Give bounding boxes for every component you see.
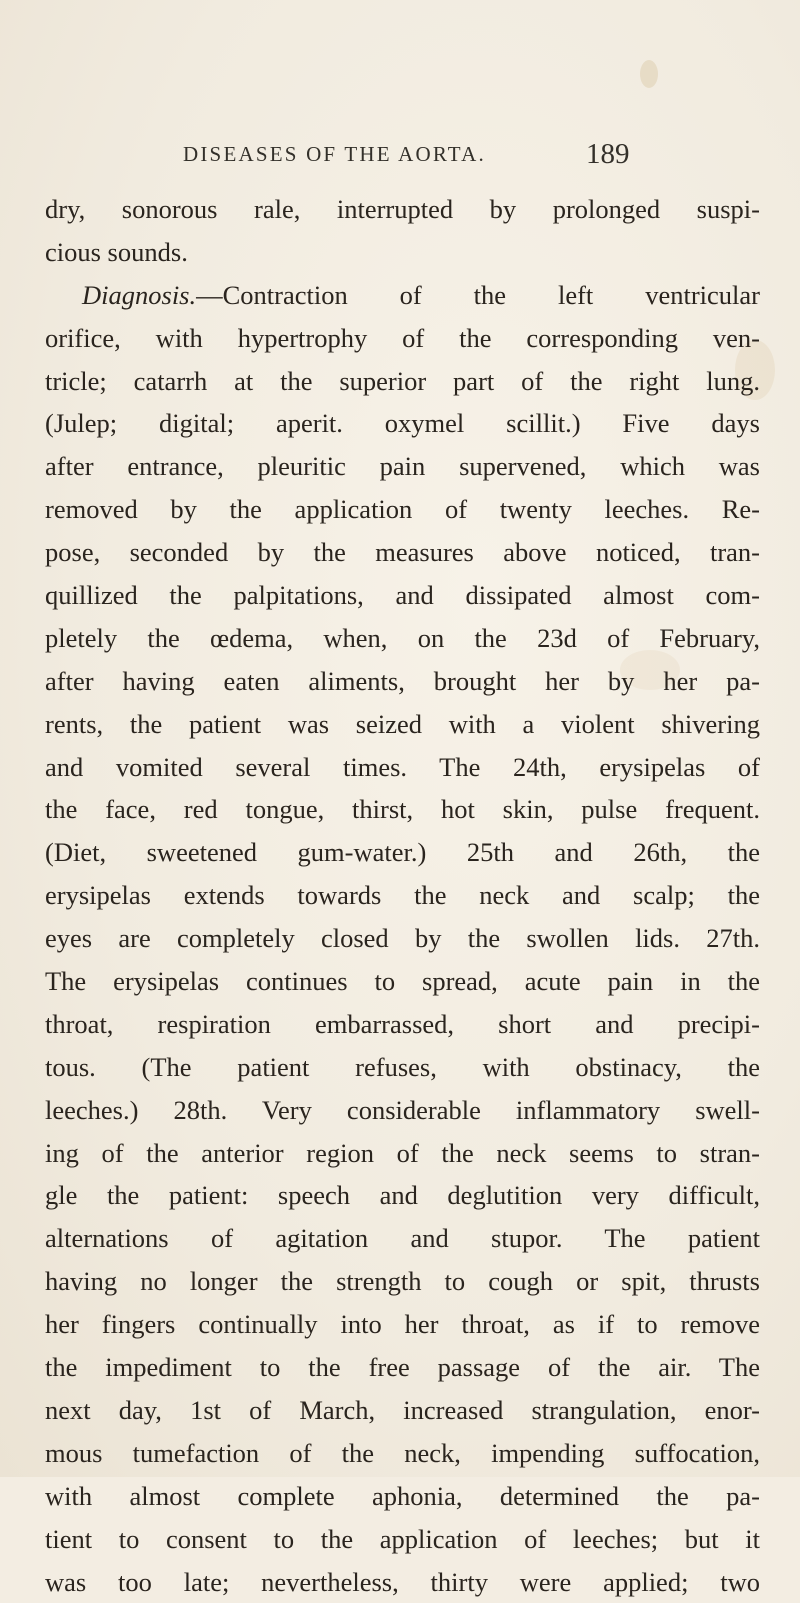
text-line: erysipelas extends towards the neck and scalp; the (45, 874, 760, 917)
text-line: after having eaten aliments, brought her by her pa- (45, 660, 760, 703)
text-line: tricle; catarrh at the superior part of the right lung. (45, 360, 760, 403)
text-line: dry, sonorous rale, interrupted by prolonged suspi- (45, 188, 760, 231)
text-line: after entrance, pleuritic pain supervened, which was (45, 445, 760, 488)
text-line: with almost complete aphonia, determined the pa- (45, 1475, 760, 1518)
running-head: DISEASES OF THE AORTA. (183, 142, 486, 167)
text-line: and vomited several times. The 24th, erysipelas of (45, 746, 760, 789)
text-line: cious sounds. (45, 231, 760, 274)
text-line: leeches.) 28th. Very considerable inflammatory swell- (45, 1089, 760, 1132)
text-line: next day, 1st of March, increased strangulation, enor- (45, 1389, 760, 1432)
text-line: pletely the œdema, when, on the 23d of February, (45, 617, 760, 660)
text-line: eyes are completely closed by the swollen lids. 27th. (45, 917, 760, 960)
paper-stain (640, 60, 658, 88)
text-line: (Diet, sweetened gum-water.) 25th and 26th, the (45, 831, 760, 874)
body-text (45, 188, 760, 1603)
text-line: mous tumefaction of the neck, impending suffocation, (45, 1432, 760, 1475)
text-line: (Julep; digital; aperit. oxymel scillit.) Five days (45, 402, 760, 445)
text-line: The erysipelas continues to spread, acute pain in the (45, 960, 760, 1003)
text-line: removed by the application of twenty leeches. Re- (45, 488, 760, 531)
page-number: 189 (586, 138, 630, 171)
text-line: ing of the anterior region of the neck seems to stran- (45, 1132, 760, 1175)
diagnosis-text: —Contraction of the left ventricular (196, 280, 760, 310)
text-line: gle the patient: speech and deglutition very difficult, (45, 1174, 760, 1217)
text-line: was too late; nevertheless, thirty were applied; two (45, 1561, 760, 1603)
text-line: having no longer the strength to cough or spit, thrusts (45, 1260, 760, 1303)
diagnosis-label: Diagnosis. (82, 280, 196, 310)
text-line-diagnosis (45, 274, 760, 317)
text-line: rents, the patient was seized with a violent shivering (45, 703, 760, 746)
text-line: tient to consent to the application of leeches; but it (45, 1518, 760, 1561)
text-line: quillized the palpitations, and dissipated almost com- (45, 574, 760, 617)
text-line: pose, seconded by the measures above noticed, tran- (45, 531, 760, 574)
page-header (0, 142, 800, 182)
text-line: tous. (The patient refuses, with obstinacy, the (45, 1046, 760, 1089)
text-line: her fingers continually into her throat, as if to remove (45, 1303, 760, 1346)
text-line: alternations of agitation and stupor. The patient (45, 1217, 760, 1260)
text-line: throat, respiration embarrassed, short and precipi- (45, 1003, 760, 1046)
text-line: the impediment to the free passage of the air. The (45, 1346, 760, 1389)
text-line: orifice, with hypertrophy of the corresponding ven- (45, 317, 760, 360)
text-line: the face, red tongue, thirst, hot skin, pulse frequent. (45, 788, 760, 831)
